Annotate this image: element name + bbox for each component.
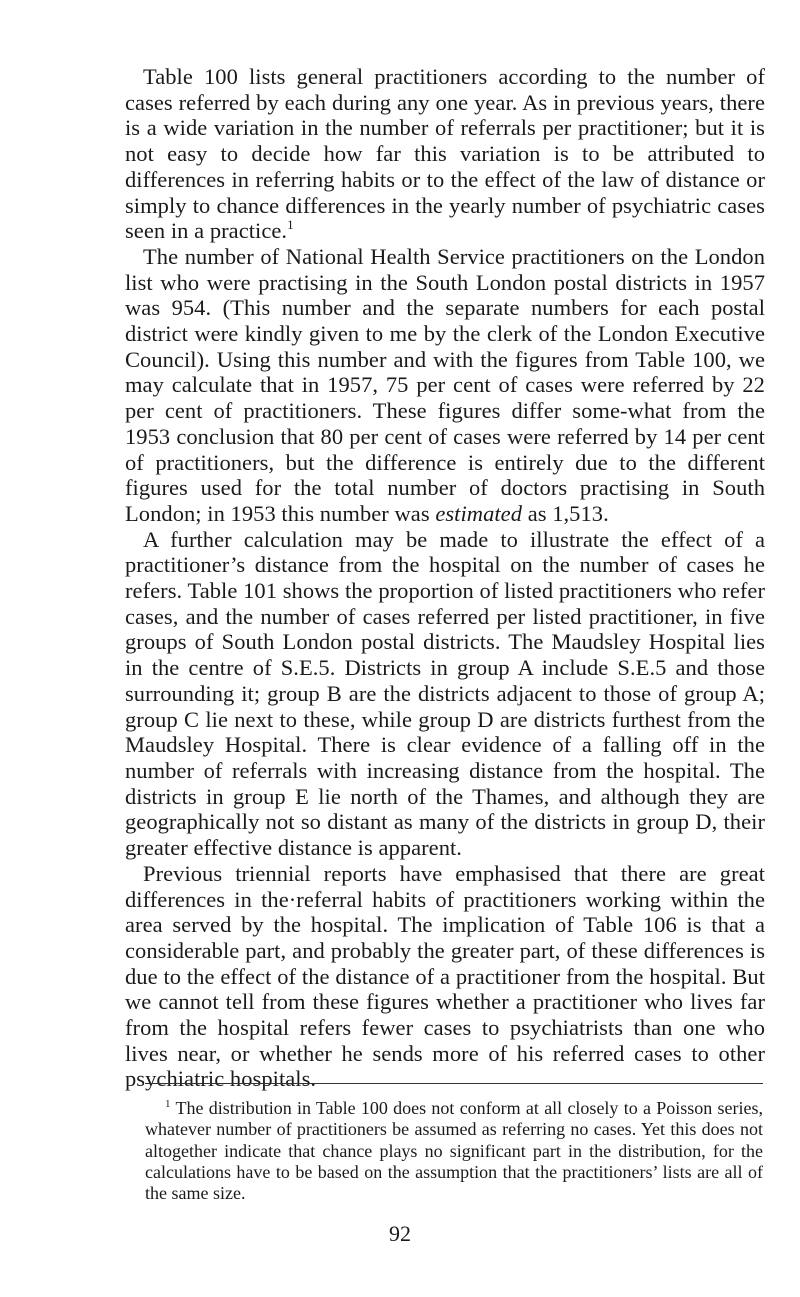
footnote-mark: 1 <box>165 1098 171 1110</box>
paragraph-text: Table 100 lists general practitioners according to the number of cases referred by each during any one year. As in previous years, there is a wide variation in the number of referrals per practitioner; but it is not easy to decide how far this variation is to be attributed to differences in referring habits or to the effect of the law of distance or simply to chance differences in the yearly number of psychiatric cases seen in a practice. <box>125 64 765 244</box>
paragraph-referrals-variation <box>125 64 765 244</box>
body-text <box>125 64 765 1092</box>
footnote <box>145 1098 763 1204</box>
paragraph-text: The number of National Health Service practitioners on the London list who were practising in the South London postal districts in 1957 was 954. (This number and the separate numbers for each postal district were kindly given to me by the clerk of the London Executive Council). Using this number and with the figures from Table 100, we may calculate that in 1957, 75 per cent of cases were referred by 22 per cent of practitioners. These figures differ some-what from the 1953 conclusion that 80 per cent of cases were referred by 14 per cent of practitioners, but the difference is entirely due to the different figures used for the total number of doctors practising in South London; in 1953 this number was <box>125 243 765 526</box>
paragraph-text-end: as 1,513. <box>522 500 609 526</box>
paragraph-text: A further calculation may be made to illustrate the effect of a practitioner’s distance from the hospital on the number of cases he refers. Table 101 shows the proportion of listed practitioners who refer cases, and the number of cases referred per listed practitioner, in five groups of South London postal districts. The Maudsley Hospital lies in the centre of S.E.5. Districts in group A include S.E.5 and those surrounding it; group B are the districts adjacent to those of group A; group C lie next to these, while group D are districts furthest from the Maudsley Hospital. There is clear evidence of a falling off in the number of referrals with increasing distance from the hospital. The districts in group E lie north of the Thames, and although they are geographically not so distant as many of the districts in group D, their greater effective distance is apparent. <box>125 526 765 861</box>
footnote-text: The distribution in Table 100 does not conform at all closely to a Poisson series, whatever number of practitioners be assumed as referring no cases. Yet this does not altogether indicate that chance plays no significant part in the distribution, for the calculations have to be based on the assumption that the practitioners’ lists are all of the same size. <box>145 1098 763 1204</box>
footnote-divider <box>145 1083 763 1084</box>
emphasis-estimated: estimated <box>435 500 523 526</box>
paragraph-triennial-reports <box>125 861 765 1092</box>
paragraph-text: Previous triennial reports have emphasised that there are great differences in the·referral habits of practitioners working within the area served by the hospital. The implication of Table 106 is that a considerable part, and probably the greater part, of these differences is due to the effect of the distance of a practitioner from the hospital. But we cannot tell from these figures whether a practitioner who lives far from the hospital refers fewer cases to psychiatrists than one who lives near, or whether he sends more of his referred cases to other psychiatric hospitals. <box>125 860 765 1092</box>
paragraph-nhs-practitioners <box>125 244 765 527</box>
page-number: 92 <box>389 1221 411 1246</box>
paragraph-distance-calculation <box>125 527 765 861</box>
footnote-reference: 1 <box>287 217 294 233</box>
